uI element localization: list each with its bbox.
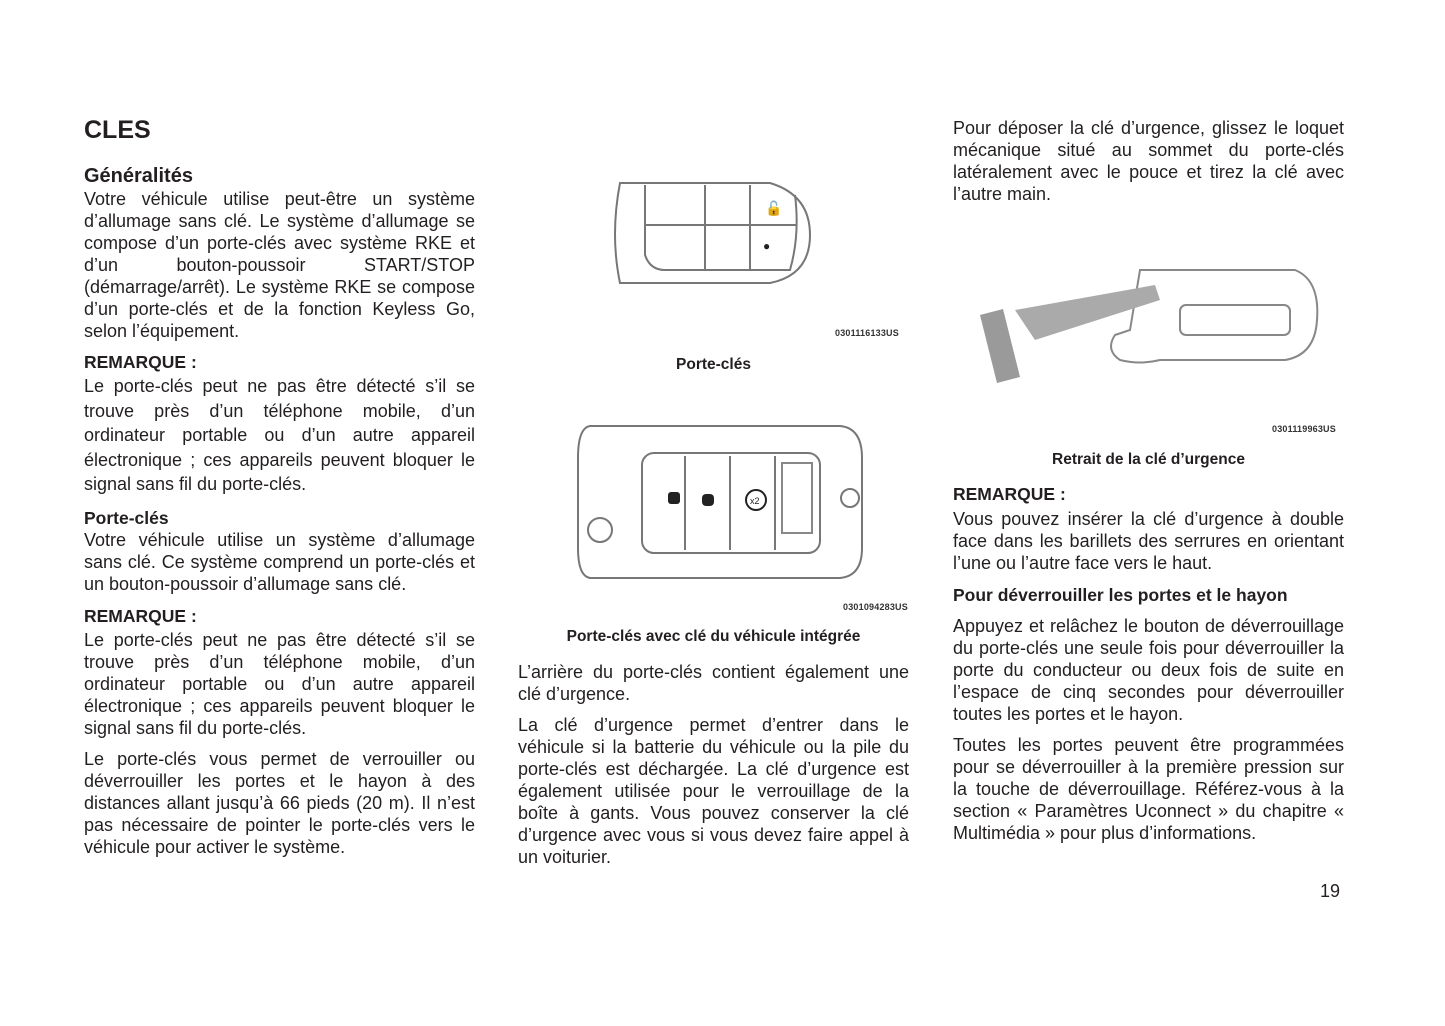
figure-code: 0301116133US <box>835 328 899 338</box>
note-label: REMARQUE : <box>953 484 1066 504</box>
section-heading: Généralités <box>84 165 193 187</box>
page-number: 19 <box>1319 881 1340 901</box>
x2-badge: x2 <box>750 496 760 506</box>
subheading: Porte-clés <box>84 508 169 528</box>
unlock-icon <box>668 492 680 504</box>
figure-code: 0301119963US <box>1272 424 1336 434</box>
note-label: REMARQUE : <box>84 352 197 372</box>
note-text: Vous pouvez insérer la clé d’urgence à double face dans les barillets des serrures en orientant l’une ou l’autre face vers le haut. <box>953 509 1344 573</box>
paragraph: Votre véhicule utilise peut-être un système d’allumage sans clé. Le système d’allumage se compose d’un porte-clés avec système RKE et d’un bouton-poussoir START/STOP (démarrage/arrêt). Le système RKE se compose d’un porte-clés et de la fonction Keyless Go, selon l’équipement. <box>84 189 475 341</box>
note-label: REMARQUE : <box>84 606 197 626</box>
figure-caption: Porte-clés avec clé du véhicule intégrée <box>566 628 861 645</box>
paragraph: Le porte-clés vous permet de verrouiller ou déverrouiller les portes et le hayon à des distances allant jusqu’à 66 pieds (20 m). Il n’est pas nécessaire de pointer le porte-clés vers le véhicule pour activer le système. <box>84 749 475 857</box>
paragraph: Votre véhicule utilise un système d’allumage sans clé. Ce système comprend un porte-clés et un bouton-poussoir d’allumage sans clé. <box>84 530 475 594</box>
emergency-key-illustration <box>975 265 1320 390</box>
key-fob-flip-illustration <box>570 418 870 586</box>
figure-caption: Retrait de la clé d’urgence <box>1052 451 1245 468</box>
unlock-icon: 🔓 <box>765 200 783 216</box>
figure-caption: Porte-clés <box>676 356 751 373</box>
paragraph: Pour déposer la clé d’urgence, glissez le loquet mécanique situé au sommet du porte-clés latéralement avec le pouce et tirez la clé avec l’autre main. <box>953 118 1344 204</box>
note-text: Le porte-clés peut ne pas être détecté s’il se trouve près d’un téléphone mobile, d’un ordinateur portable ou d’un autre appareil électronique ; ces appareils peuvent bloquer le signal sans fil du porte-clés. <box>84 376 475 494</box>
page-title: CLES <box>84 116 151 144</box>
key-fob-illustration <box>605 175 815 290</box>
figure-code: 0301094283US <box>843 602 908 612</box>
paragraph: L’arrière du porte-clés contient également une clé d’urgence. <box>518 662 909 704</box>
subheading: Pour déverrouiller les portes et le hayon <box>953 585 1288 605</box>
note-text: Le porte-clés peut ne pas être détecté s’il se trouve près d’un téléphone mobile, d’un ordinateur portable ou d’un autre appareil électronique ; ces appareils peuvent bloquer le signal sans fil du porte-clés. <box>84 630 475 738</box>
paragraph: La clé d’urgence permet d’entrer dans le véhicule si la batterie du véhicule ou la pile du porte-clés est déchargée. La clé d’urgence est également utilisée pour le verrouillage de la boîte à gants. Vous pouvez conserver la clé d’urgence avec vous si vous devez faire appel à un voiturier. <box>518 715 909 867</box>
lock-icon: ● <box>763 239 771 253</box>
lock-icon <box>702 494 714 506</box>
paragraph: Toutes les portes peuvent être programmées pour se déverrouiller à la première pression sur la touche de déverrouillage. Référez-vous à la section « Paramètres Uconnect » du chapitre « Multimédia » pour plus d’informations. <box>953 735 1344 843</box>
paragraph: Appuyez et relâchez le bouton de déverrouillage du porte-clés une seule fois pour déverrouiller la porte du conducteur ou deux fois de suite en l’espace de cinq secondes pour déverrouiller toutes les portes et le hayon. <box>953 616 1344 724</box>
